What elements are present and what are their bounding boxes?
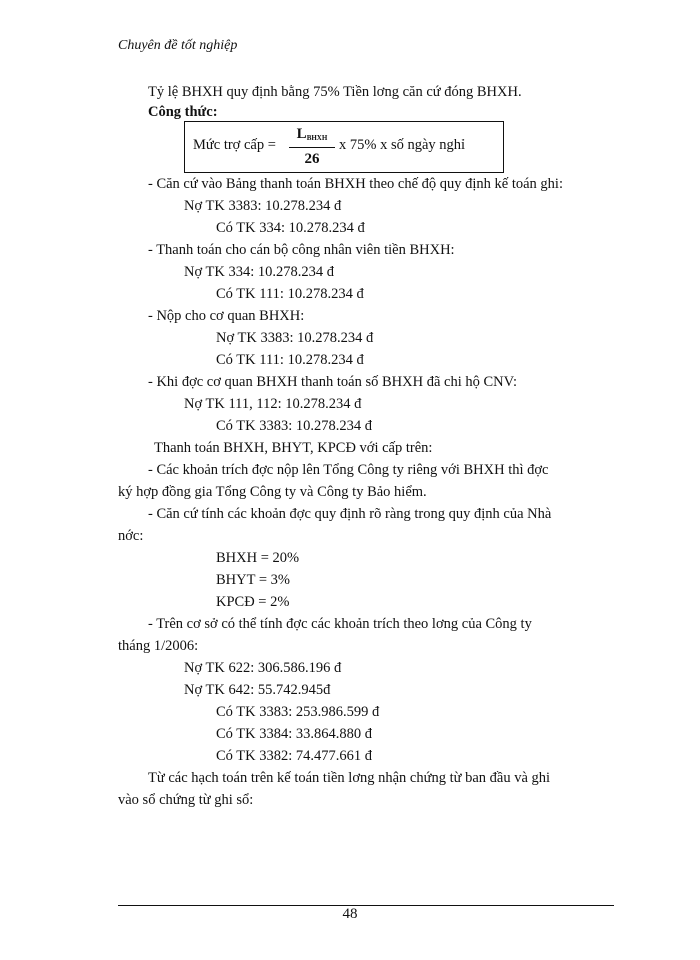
formula-numerator-subscript: BHXH <box>306 134 328 142</box>
text-line: Nợ TK 3383: 10.278.234 đ <box>216 330 374 346</box>
text-line: ký hợp đồng gia Tổng Công ty và Công ty Bảo hiểm. <box>118 484 427 500</box>
text-line: Nợ TK 622: 306.586.196 đ <box>184 660 342 676</box>
text-line: Nợ TK 3383: 10.278.234 đ <box>184 198 342 214</box>
text-line: - Căn cứ vào Bảng thanh toán BHXH theo chế độ quy định kế toán ghi: <box>148 176 563 192</box>
text-line: - Nộp cho cơ quan BHXH: <box>148 308 305 324</box>
text-line: Có TK 3383: 253.986.599 đ <box>216 704 380 720</box>
text-line: tháng 1/2006: <box>118 638 199 654</box>
intro-text: Tỷ lệ BHXH quy định bằng 75% Tiền lơng căn cứ đóng BHXH. <box>148 84 522 100</box>
text-line: KPCĐ = 2% <box>216 594 290 610</box>
text-line: Có TK 111: 10.278.234 đ <box>216 286 364 302</box>
text-line: - Thanh toán cho cán bộ công nhân viên tiền BHXH: <box>148 242 455 258</box>
formula-numerator: $L_{BHXH}$ <box>296 126 328 142</box>
text-line: Nợ TK 111, 112: 10.278.234 đ <box>184 396 362 412</box>
text-line: BHYT = 3% <box>216 572 290 588</box>
text-line: - Căn cứ tính các khoản đợc quy định rõ ràng trong quy định của Nhà <box>148 506 552 522</box>
text-line: Có TK 3382: 74.477.661 đ <box>216 748 373 764</box>
text-line: Nợ TK 334: 10.278.234 đ <box>184 264 334 280</box>
text-line: nớc: <box>118 528 144 544</box>
page-number: 48 <box>342 906 358 922</box>
formula-denominator: 26 <box>304 151 320 167</box>
text-line: Có TK 111: 10.278.234 đ <box>216 352 364 368</box>
text-line: Có TK 3384: 33.864.880 đ <box>216 726 373 742</box>
text-line: Có TK 3383: 10.278.234 đ <box>216 418 373 434</box>
formula-box <box>184 121 504 173</box>
fraction-bar <box>289 147 335 148</box>
formula-fraction <box>289 126 335 168</box>
text-line: - Các khoản trích đợc nộp lên Tổng Công ty riêng với BHXH thì đợc <box>148 462 549 478</box>
text-line: vào sổ chứng từ ghi sổ: <box>118 792 254 808</box>
text-line: Từ các hạch toán trên kế toán tiền lơng nhận chứng từ ban đầu và ghi <box>148 770 551 786</box>
text-line: Thanh toán BHXH, BHYT, KPCĐ với cấp trên: <box>154 440 433 456</box>
text-line: - Khi đợc cơ quan BHXH thanh toán số BHXH đã chi hộ CNV: <box>148 374 518 390</box>
formula-rest: x 75% x số ngày nghỉ <box>339 137 466 153</box>
text-line: Có TK 334: 10.278.234 đ <box>216 220 365 236</box>
formula-heading: Công thức: <box>148 104 218 120</box>
text-line: BHXH = 20% <box>216 550 300 566</box>
formula-label: Mức trợ cấp = <box>193 137 276 153</box>
page-header-title: Chuyên đề tốt nghiệp <box>118 38 238 53</box>
text-line: Nợ TK 642: 55.742.945đ <box>184 682 331 698</box>
text-line: - Trên cơ sở có thể tính đợc các khoản trích theo lơng của Công ty <box>148 616 532 632</box>
